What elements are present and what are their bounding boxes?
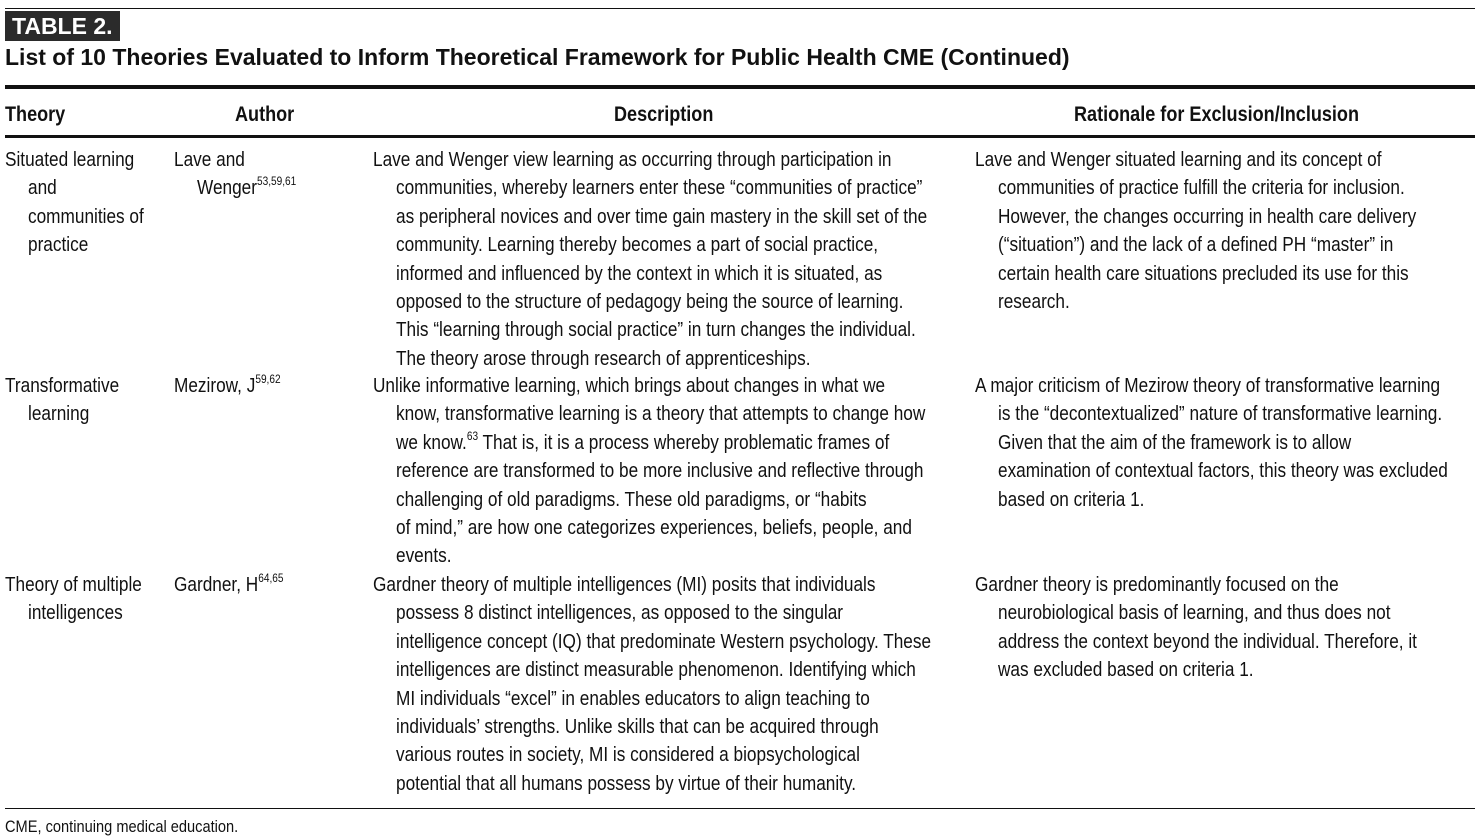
- table-cell-rationale-line: based on criteria 1.: [998, 487, 1145, 511]
- table-cell-description-line: intelligences are distinct measurable phenomenon. Identifying which: [396, 658, 916, 682]
- table-cell-description-line: intelligence concept (IQ) that predominate Western psychology. These: [396, 629, 932, 653]
- table-cell-rationale-line: (“situation”) and the lack of a defined PH “master” in: [998, 233, 1394, 257]
- table-cell-rationale-line: However, the changes occurring in health care delivery: [998, 204, 1417, 228]
- table-cell-rationale-line: A major criticism of Mezirow theory of transformative learning: [975, 374, 1441, 397]
- header-bottom-rule: [5, 135, 1475, 138]
- table-cell-rationale-line: Given that the aim of the framework is to allow: [998, 430, 1352, 454]
- table-cell-theory-line: Transformative: [5, 374, 120, 397]
- table-cell-description-line: Lave and Wenger view learning as occurring through participation in: [373, 148, 892, 171]
- table-cell-description-line: possess 8 distinct intelligences, as opposed to the singular: [396, 601, 844, 625]
- cell-text: we know.: [396, 430, 467, 454]
- table-cell-theory-line: intelligences: [28, 601, 123, 625]
- table-cell-theory-line: Situated learning: [5, 148, 135, 171]
- table-cell-description-line: events.: [396, 544, 452, 568]
- table-cell-rationale-line: research.: [998, 290, 1070, 313]
- table-cell-description-line: Unlike informative learning, which brings about changes in what we: [373, 374, 886, 397]
- table-cell-rationale-line: neurobiological basis of learning, and thus does not: [998, 601, 1391, 625]
- table-cell-rationale-line: is the “decontextualized” nature of transformative learning.: [998, 402, 1443, 426]
- table-cell-author-line: Lave and: [174, 148, 245, 171]
- header-description: Description: [614, 103, 714, 126]
- table-cell-description-line: informed and influenced by the context in which it is situated, as: [396, 261, 883, 285]
- table-cell-description-line: individuals’ strengths. Unlike skills that can be acquired through: [396, 715, 879, 738]
- table-cell-description-line: This “learning through social practice” in turn changes the individual.: [396, 318, 916, 342]
- citation-superscript: 63: [466, 428, 479, 443]
- table-cell-description-line: various routes in society, MI is considered a biopsychological: [396, 743, 860, 767]
- header-rationale: Rationale for Exclusion/Inclusion: [1074, 103, 1359, 126]
- table-cell-description-line: MI individuals “excel” in enables educators to align teaching to: [396, 686, 870, 710]
- citation-superscript: 59,62: [255, 372, 281, 386]
- cell-text: Mezirow, J: [174, 374, 256, 397]
- table-cell-rationale-line: certain health care situations precluded its use for this: [998, 261, 1409, 285]
- table-cell-description-line: of mind,” are how one categorizes experiences, beliefs, people, and: [396, 516, 912, 539]
- table-cell-rationale-line: communities of practice fulfill the criteria for inclusion.: [998, 176, 1405, 200]
- table-label: TABLE 2.: [5, 11, 120, 41]
- table-cell-description-line: The theory arose through research of apprenticeships.: [396, 346, 811, 370]
- table-cell-author-line: [174, 571, 283, 599]
- footnote: CME, continuing medical education.: [5, 817, 239, 836]
- cell-text: Wenger: [197, 176, 257, 200]
- table-cell-author-line: [197, 174, 296, 202]
- table-cell-description-line: communities, whereby learners enter these “communities of practice”: [396, 176, 923, 200]
- table-cell-description-line: know, transformative learning is a theory that attempts to change how: [396, 402, 926, 426]
- table-cell-author-line: [174, 372, 281, 400]
- table-cell-theory-line: Theory of multiple: [5, 573, 142, 596]
- table-cell-rationale-line: address the context beyond the individual. Therefore, it: [998, 629, 1417, 653]
- table-cell-description-line: Gardner theory of multiple intelligences (MI) posits that individuals: [373, 573, 876, 596]
- table-title: List of 10 Theories Evaluated to Inform Theoretical Framework for Public Health CME (Continued): [5, 44, 1070, 70]
- table-cell-theory-line: learning: [28, 402, 90, 426]
- top-rule: [5, 8, 1475, 9]
- table-cell-description-line: community. Learning thereby becomes a part of social practice,: [396, 233, 879, 257]
- table-cell-theory-line: and: [28, 176, 57, 200]
- citation-superscript: 53,59,61: [256, 174, 297, 189]
- table-cell-theory-line: practice: [28, 233, 89, 257]
- table-cell-description-line: [396, 429, 889, 457]
- table-cell-rationale-line: examination of contextual factors, this theory was excluded: [998, 459, 1448, 483]
- cell-text: Gardner, H: [174, 573, 259, 596]
- table-cell-description-line: as peripheral novices and over time gain mastery in the skill set of the: [396, 204, 928, 228]
- table-cell-description-line: potential that all humans possess by virtue of their humanity.: [396, 771, 857, 795]
- header-top-rule: [5, 85, 1475, 89]
- table-cell-description-line: challenging of old paradigms. These old paradigms, or “habits: [396, 487, 867, 511]
- table-cell-description-line: opposed to the structure of pedagogy being the source of learning.: [396, 290, 904, 313]
- table-cell-theory-line: communities of: [28, 204, 144, 228]
- table-cell-description-line: reference are transformed to be more inclusive and reflective through: [396, 459, 924, 483]
- citation-superscript: 64,65: [258, 571, 284, 585]
- header-author: Author: [235, 103, 295, 126]
- table-cell-rationale-line: was excluded based on criteria 1.: [998, 658, 1254, 682]
- header-theory: Theory: [5, 103, 66, 126]
- table-cell-rationale-line: Lave and Wenger situated learning and its concept of: [975, 148, 1382, 171]
- table-cell-rationale-line: Gardner theory is predominantly focused on the: [975, 573, 1339, 596]
- bottom-rule: [5, 808, 1475, 809]
- cell-text: That is, it is a process whereby problematic frames of: [478, 430, 890, 454]
